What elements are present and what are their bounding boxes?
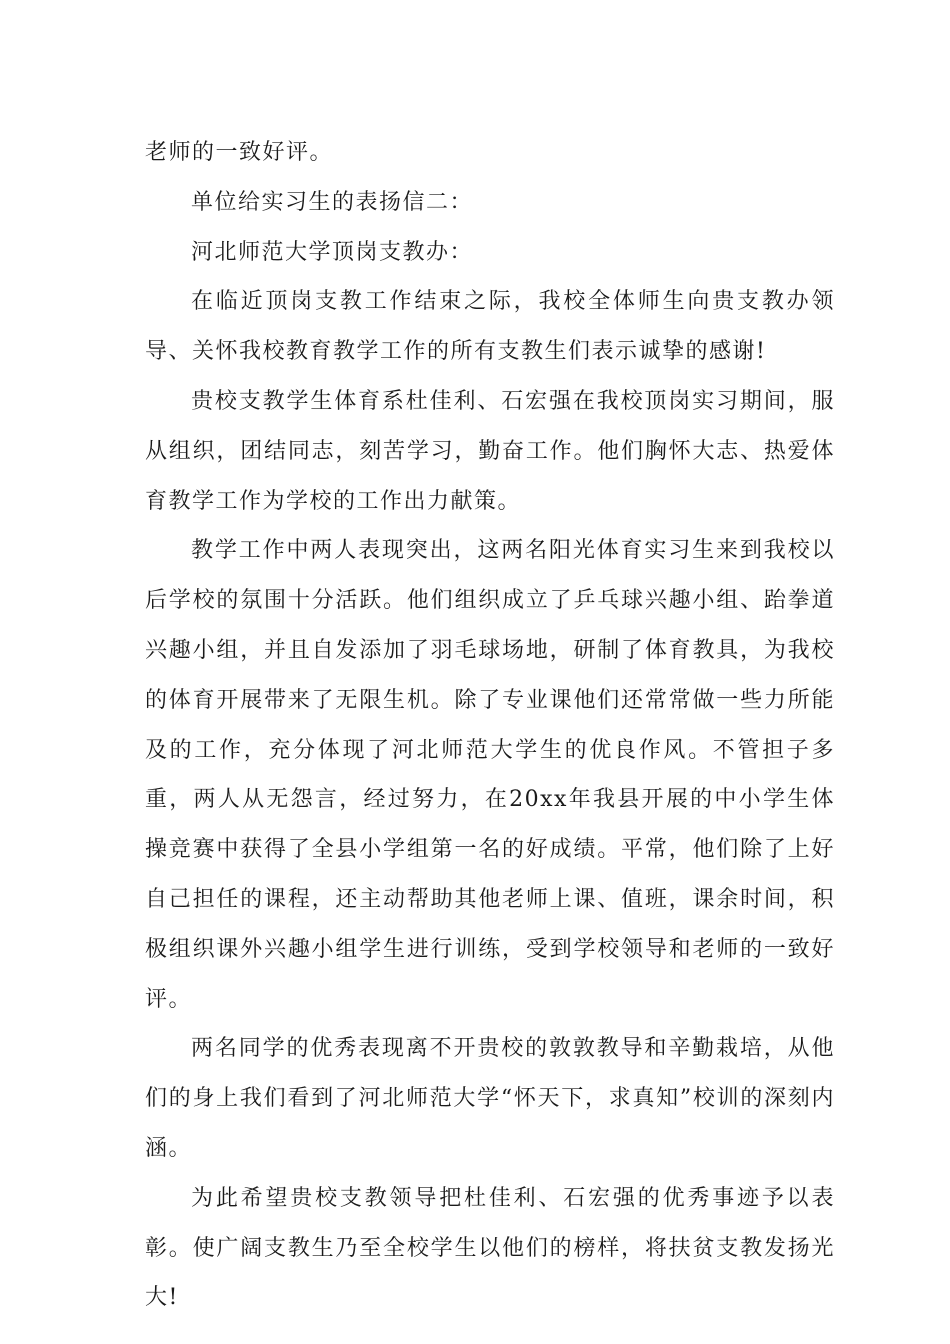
paragraph-salutation: 河北师范大学顶岗支教办：: [191, 239, 474, 265]
paragraph-closing: 为此希望贵校支教领导把杜佳利、石宏强的优秀事迹予以表彰。使广阔支教生乃至全校学生以他们的榜样，将扶贫支教发扬光大!: [145, 1185, 835, 1311]
paragraph-continuation: 老师的一致好评。: [145, 140, 334, 165]
paragraph-intro: 在临近顶岗支教工作结束之际，我校全体师生向贵支教办领导、关怀我校教育教学工作的所有支教生们表示诚挚的感谢!: [145, 289, 835, 365]
paragraph-thanks: 两名同学的优秀表现离不开贵校的敦敦教导和辛勤栽培，从他们的身上我们看到了河北师范大学“怀天下，求真知”校训的深刻内涵。: [145, 1036, 835, 1161]
paragraph-heading: 单位给实习生的表扬信二：: [191, 189, 474, 215]
paragraph-achievements: 教学工作中两人表现突出，这两名阳光体育实习生来到我校以后学校的氛围十分活跃。他们组织成立了乒乓球兴趣小组、跆拳道兴趣小组，并且自发添加了羽毛球场地，研制了体育教具，为我校的体育开展带来了无限生机。除了专业课他们还常常做一些力所能及的工作，充分体现了河北师范大学生的优良作风。不管担子多重，两人从无怨言，经过努力，在20xx年我县开展的中小学生体操竞赛中获得了全县小学组第一名的好成绩。平常，他们除了上好自己担任的课程，还主动帮助其他老师上课、值班，课余时间，积极组织课外兴趣小组学生进行训练，受到学校领导和老师的一致好评。: [145, 538, 835, 1012]
letter-body: [145, 128, 835, 1323]
paragraph-students: 贵校支教学生体育系杜佳利、石宏强在我校顶岗实习期间，服从组织，团结同志，刻苦学习，勤奋工作。他们胸怀大志、热爱体育教学工作为学校的工作出力献策。: [145, 388, 835, 514]
